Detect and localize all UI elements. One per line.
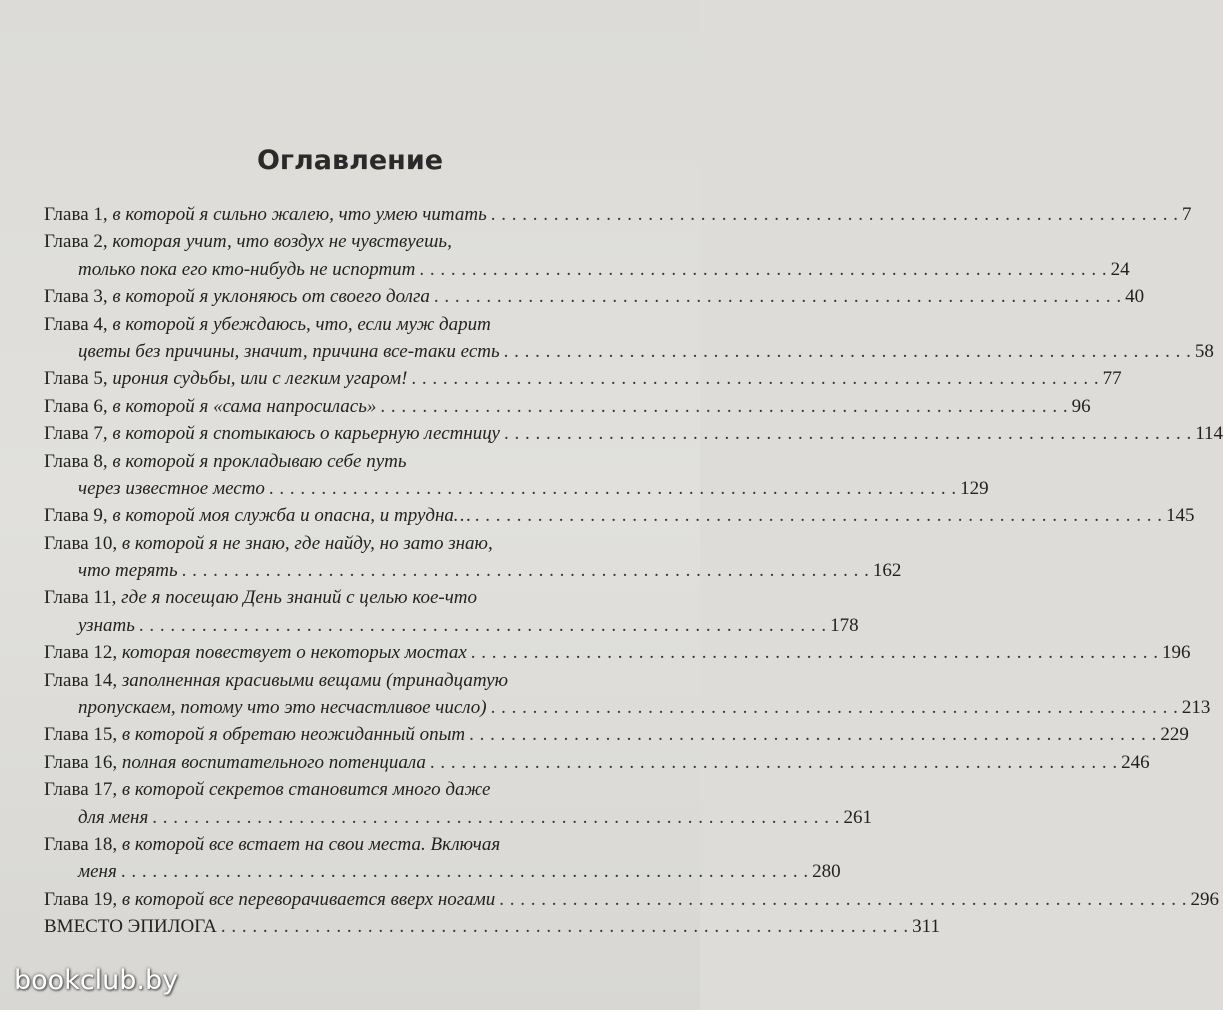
toc-entry-text (78, 858, 117, 885)
chapter-title: в которой я «сама напросилась» (112, 395, 377, 417)
toc-entry-text (44, 667, 508, 694)
toc-entry-text (78, 338, 500, 365)
toc-entry-text (44, 283, 430, 310)
chapter-title: в которой я не знаю, где найду, но зато знаю, (121, 532, 493, 554)
chapter-title: в которой моя служба и опасна, и трудна… (112, 505, 471, 527)
toc-entry (44, 530, 624, 557)
chapter-label: Глава 1, (44, 204, 113, 225)
toc-entry-text (44, 393, 376, 420)
page-number: 311 (912, 916, 940, 938)
dot-leader (265, 475, 960, 502)
chapter-title: в которой я уклоняюсь от своего долга (112, 286, 430, 308)
toc-entry-text (44, 448, 407, 475)
toc-entry-text (78, 804, 148, 831)
dot-leader (376, 393, 1071, 420)
watermark: bookclub.by (14, 965, 179, 996)
page-number: 145 (1166, 505, 1195, 527)
toc-entry (44, 584, 624, 611)
chapter-title: для меня (78, 806, 149, 828)
toc-entry (44, 420, 1223, 447)
dot-leader (465, 721, 1160, 748)
page-number: 129 (960, 477, 989, 499)
chapter-label: Глава 18, (44, 833, 122, 855)
chapter-label: Глава 17, (44, 779, 122, 801)
toc-entry-text (44, 776, 490, 803)
toc-entry-text (44, 913, 217, 940)
chapter-label: Глава 14, (44, 669, 122, 691)
page-number: 40 (1125, 286, 1145, 308)
dot-leader (487, 694, 1182, 721)
toc-entry (44, 858, 841, 885)
chapter-title: в которой я спотыкаюсь о карьерную лестницу (112, 423, 500, 445)
chapter-title: которая учит, что воздух не чувствуешь, (112, 231, 452, 253)
toc-entry-text (44, 365, 407, 392)
chapter-title: в которой я убеждаюсь, что, если муж дарит (112, 313, 491, 335)
dot-leader (495, 886, 1190, 913)
toc-entry (44, 749, 1150, 776)
chapter-label: Глава 3, (44, 286, 113, 308)
chapter-label: Глава 10, (44, 532, 122, 554)
chapter-title: узнать (78, 614, 135, 636)
toc-entry-text (44, 721, 465, 748)
toc-entry-text (78, 612, 135, 639)
dot-leader (426, 749, 1121, 776)
page-number: 114 (1195, 423, 1223, 445)
chapter-title: в которой все встает на свои места. Включая (121, 833, 501, 855)
toc-entry-text (44, 639, 467, 666)
dot-leader (148, 804, 843, 831)
dot-leader (430, 283, 1125, 310)
toc-entry (44, 311, 624, 338)
dot-leader (407, 365, 1102, 392)
toc-entry (44, 831, 624, 858)
toc-entry-text (44, 420, 500, 447)
page-number: 77 (1102, 368, 1122, 390)
chapter-title: меня (78, 861, 117, 883)
toc-entry-text (44, 311, 491, 338)
page-number: 58 (1194, 340, 1214, 362)
chapter-label: Глава 15, (44, 724, 122, 746)
page-number: 162 (872, 560, 902, 582)
chapter-title: в которой я сильно жалею, что умею читать (112, 204, 487, 225)
toc-entry (44, 612, 859, 639)
toc-entry (44, 776, 624, 803)
page-number: 24 (1110, 258, 1130, 280)
chapter-title: которая повествует о некоторых мостах (121, 642, 467, 664)
chapter-title: что терять (78, 560, 178, 582)
page-number: 178 (830, 614, 859, 636)
toc-entry (44, 201, 1192, 228)
toc-entry-text (78, 475, 265, 502)
page-number: 7 (1181, 204, 1192, 225)
chapter-label: Глава 8, (44, 450, 113, 472)
dot-leader (500, 338, 1195, 365)
chapter-title: цветы без причины, значит, причина все-таки есть (78, 340, 500, 362)
toc-entry (44, 475, 989, 502)
chapter-label: ВМЕСТО ЭПИЛОГА (44, 916, 217, 938)
chapter-label: Глава 11, (44, 587, 122, 609)
toc-entry (44, 228, 624, 255)
toc-entry (44, 283, 1145, 310)
toc-entry (44, 448, 624, 475)
chapter-label: Глава 6, (44, 395, 113, 417)
dot-leader (500, 420, 1195, 447)
chapter-title: полная воспитательного потенциала (121, 751, 426, 773)
chapter-title: ирония судьбы, или с легким угаром! (112, 368, 408, 390)
page-number: 229 (1160, 724, 1189, 746)
chapter-title: через известное место (78, 477, 265, 499)
dot-leader (487, 201, 1182, 228)
toc-entry-text (44, 886, 495, 913)
chapter-label: Глава 12, (44, 642, 122, 664)
toc-entry (44, 557, 902, 584)
toc-entry-text (78, 256, 415, 283)
chapter-label: Глава 2, (44, 231, 113, 253)
page-number: 213 (1181, 697, 1211, 719)
chapter-label: Глава 5, (44, 368, 113, 390)
table-of-contents (44, 201, 1223, 941)
chapter-title: в которой я обретаю неожиданный опыт (121, 724, 466, 746)
dot-leader (117, 858, 812, 885)
page-number: 196 (1162, 642, 1191, 664)
toc-title: Оглавление (256, 145, 444, 176)
dot-leader (415, 256, 1110, 283)
dot-leader (135, 612, 830, 639)
page-number: 246 (1121, 751, 1150, 773)
toc-entry (44, 639, 1191, 666)
toc-entry (44, 913, 940, 940)
dot-leader (467, 639, 1162, 666)
chapter-title: в которой я прокладываю себе путь (112, 450, 407, 472)
toc-entry-text (44, 584, 477, 611)
toc-entry-text (44, 530, 493, 557)
toc-entry (44, 338, 1214, 365)
toc-entry (44, 393, 1091, 420)
chapter-title: где я посещаю День знаний с целью кое-что (121, 587, 478, 609)
toc-entry (44, 721, 1189, 748)
toc-entry (44, 667, 624, 694)
toc-entry-text (44, 831, 500, 858)
toc-entry-text (44, 201, 487, 228)
chapter-label: Глава 16, (44, 751, 122, 773)
page-number: 280 (812, 861, 841, 883)
toc-entry (44, 502, 1195, 529)
toc-entry-text (44, 749, 426, 776)
chapter-label: Глава 9, (44, 505, 113, 527)
toc-entry (44, 804, 873, 831)
chapter-title: заполненная красивыми вещами (тринадцатую (121, 669, 508, 691)
toc-entry-text (44, 502, 471, 529)
chapter-title: пропускаем, потому что это несчастливое число) (78, 697, 487, 719)
chapter-title: в которой секретов становится много даже (121, 779, 491, 801)
chapter-label: Глава 4, (44, 313, 113, 335)
toc-entry (44, 365, 1122, 392)
chapter-label: Глава 19, (44, 888, 122, 910)
toc-entry (44, 886, 1220, 913)
page-number: 96 (1071, 395, 1091, 417)
toc-entry-text (78, 557, 178, 584)
dot-leader (471, 502, 1166, 529)
chapter-title: в которой все переворачивается вверх ногами (121, 888, 496, 910)
toc-entry-text (78, 694, 487, 721)
dot-leader (178, 557, 873, 584)
chapter-label: Глава 7, (44, 423, 113, 445)
toc-entry-text (44, 228, 452, 255)
chapter-title: только пока его кто-нибудь не испортит (78, 258, 416, 280)
toc-entry (44, 256, 1130, 283)
page-number: 296 (1190, 888, 1220, 910)
page-number: 261 (843, 806, 873, 828)
toc-entry (44, 694, 1211, 721)
dot-leader (217, 913, 912, 940)
